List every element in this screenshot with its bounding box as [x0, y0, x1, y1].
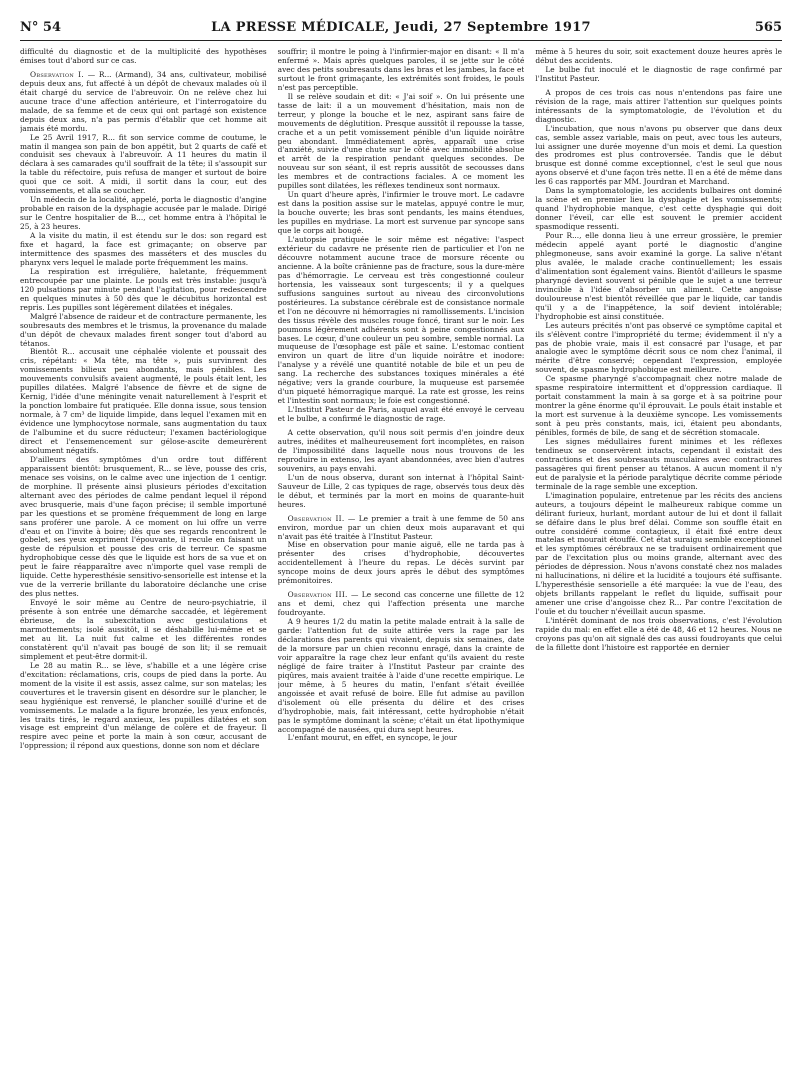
text-column-right	[535, 48, 782, 1074]
paragraph	[278, 406, 525, 424]
paragraph	[535, 66, 782, 84]
paragraph	[535, 48, 782, 66]
paragraph	[535, 438, 782, 492]
paragraph-text: Un médecin de la localité, appelé, porta le diagnostic d'angine probable en raison de la dysphagie accusée par le malade. Dirigé sur le Centre hospitalier de B..., cet homme entra à l'hôpital le 25, à 23 heures.	[20, 195, 267, 232]
paragraph-text: A la visite du matin, il est étendu sur le dos: son regard est fixe et hagard, la face est grimaçante; on observe par intermittence des spasmes des masséters et des muscles du pharynx vers lequel le malade porte fréquemment les mains.	[20, 231, 267, 267]
paragraph	[278, 591, 525, 618]
paragraph	[20, 599, 267, 662]
paragraph-text: — Le premier a trait à une femme de 50 ans environ, mordue par un chien deux mois auparavant et qui n'avait pas été traitée à l'Institut Pasteur.	[277, 513, 525, 541]
paragraph-text: La respiration est irrégulière, haletante, fréquemment entrecoupée par une plainte. Le pouls est très instable: jusqu'à 120 pulsations par minute pendant l'agitation, pour redescendre en quelques minutes à 50 dès que le décubitus horizontal est repris. Les pupilles sont légèrement dilatées et inégales.	[20, 266, 267, 312]
paragraph	[278, 618, 525, 734]
paragraph-text: L'un de nous observa, durant son internat à l'hôpital Saint-Sauveur de Lille, 2 cas typiques de rage, observés tous deux dès le début, et terminés par la mort en moins de quarante-huit heures.	[277, 472, 525, 509]
paragraph	[20, 313, 267, 349]
paragraph	[278, 474, 525, 510]
paragraph	[535, 232, 782, 322]
article-body	[20, 48, 782, 1074]
paragraph-text: L'imagination populaire, entretenue par les récits des anciens auteurs, a toujours dépeint le malheureux rabique comme un délirant furieux, hurlant, mordant autour de lui et dont il fallait se défaire dans le plus bref délai. Comme son souffle était en outre considéré comme contagieux, il était fixé entre deux matelas et mourait étouffé. Cet état suraigu semble exceptionnel et les symptômes cérébraux ne se traduisent ordinairement que par de l'excitation plus ou moins grande, alternant avec des périodes de dépression. Nous n'avons constaté chez nos malades ni hallucinations, ni délire et la lucidité a toujours été suffisante. L'hyperesthésie sensorielle a été marquée: la vue de l'eau, des objets brillants rappelant le reflet du liquide, suffisait pour amener une crise d'angoisse chez R... Par contre l'excitation de l'ouïe et du toucher n'éveillait aucun spasme.	[535, 490, 783, 617]
journal-title: LA PRESSE MÉDICALE, Jeudi, 27 Septembre 1917	[211, 20, 591, 35]
paragraph-text: L'incubation, que nous n'avons pu observer que dans deux cas, semble assez variable, mais on peut, avec tous les auteurs, lui assigner une durée moyenne d'un mois et demi. La question des prodromes est plus controversée. Tandis que le début brusque est donné comme exceptionnel, c'est le seul que nous ayons observé et d'une façon très nette. Il en a été de même dans les 6 cas rapportés par MM. Jourdran et Marchand.	[535, 123, 783, 187]
paragraph	[20, 348, 267, 455]
paragraph-text: L'Institut Pasteur de Paris, auquel avait été envoyé le cerveau et le bulbe, a confirmé le diagnostic de rage.	[277, 405, 525, 424]
paragraph-text: même à 5 heures du soir, soit exactement douze heures après le début des accidents.	[535, 48, 783, 65]
paragraph	[278, 191, 525, 236]
paragraph	[20, 71, 267, 134]
paragraph-text: Dans la symptomatologie, les accidents bulbaires ont dominé la scène et en premier lieu la dysphagie et les vomissements; quand l'hydrophobie manque, c'est cette dysphagie qui doit donner l'éveil, car elle est souvent le premier accident spasmodique ressenti.	[535, 186, 783, 232]
paragraph	[278, 93, 525, 191]
observation-heading: Observation III.	[287, 590, 348, 600]
observation-heading: Observation I.	[30, 69, 85, 79]
observation-heading: Observation II.	[287, 513, 345, 523]
paragraph	[278, 734, 525, 743]
paragraph-text: Malgré l'absence de raideur et de contracture permanente, les soubresauts des membres et le trismus, la provenance du malade d'un dépôt de chevaux malades firent songer tout d'abord au tétanos.	[20, 311, 267, 348]
paragraph	[278, 515, 525, 542]
paragraph	[278, 236, 525, 406]
paragraph-text: Pour R..., elle donna lieu à une erreur grossière, le premier médecin appelé ayant porté le diagnostic d'angine phlegmoneuse, sans avoir examiné la gorge. La salive n'étant plus avalée, le malade crache continuellement; les essais d'alimentation sont également vains. Bientôt d'ailleurs le spasme pharyngé devient souvent si pénible que le sujet a une terreur invincible à l'idée d'absorber un aliment. Cette angoisse douloureuse n'est bientôt réveillée que par le liquide, car tandis qu'il y a de l'inappétence, la soif devient intolérable; l'hydrophobie est ainsi constituée.	[535, 231, 783, 321]
paragraph	[278, 48, 525, 93]
paragraph	[20, 662, 267, 752]
paragraph	[278, 429, 525, 474]
paragraph-text: Les auteurs précités n'ont pas observé ce symptôme capital et ils s'élèvent contre l'impropriété du terme; évidemment il n'y a pas de phobie vraie, mais il est consacré par l'usage, et par analogie avec le symptôme décrit sous ce nom chez l'animal, il mérite d'être conservé; cependant l'expression, employée souvent, de spasme hydrophobique est meilleure.	[535, 320, 783, 375]
text-column-middle	[278, 48, 525, 1074]
paragraph-text: Le 28 au matin R... se lève, s'habille et a une légère crise d'excitation: réclamations, cris, coups de pied dans la porte. Au moment de la visite il est assis, assez calme, sur son matelas; les couvertures et le traversin gisent en désordre sur le plancher, le seau hygiénique est renversé, le plancher souillé d'urine et de vomissements. Le malade a la figure bronzée, les yeux enfoncés, les traits tirés, le regard anxieux, les pupilles dilatées et son visage est empreint d'un mélange de colère et de frayeur. Il respire avec peine et porte la main à son cœur, accusant de l'oppression; il répond aux questions, donne son nom et déclare	[20, 660, 267, 751]
paragraph	[535, 375, 782, 438]
paragraph	[20, 456, 267, 599]
paragraph-text: A propos de ces trois cas nous n'entendons pas faire une révision de la rage, mais attirer l'attention sur quelques points intéressants de la symptomatologie, de l'évolution et du diagnostic.	[535, 87, 783, 124]
paragraph-text: Un quart d'heure après, l'infirmier le trouve mort. Le cadavre est dans la position assise sur le matelas, appuyé contre le mur, la bouche ouverte; les bras sont pendants, les mains étendues, les pupilles en mydriase. La mort est survenue par syncope sans que le corps ait bougé.	[277, 190, 525, 236]
paragraph-text: Ce spasme pharyngé s'accompagnait chez notre malade de spasme respiratoire intermittent et d'oppression cardiaque. Il portait constamment la main à sa gorge et à sa poitrine pour montrer la gêne énorme qu'il éprouvait. Le pouls était instable et la mort est survenue à la deuxième syncope. Les vomissements sont à peu près constants, mais, ici, étaient peu abondants, pénibles, formés de bile, de sang et de sécrétion stomacale.	[535, 374, 783, 438]
paragraph-text: A 9 heures 1/2 du matin la petite malade entrait à la salle de garde: l'attention fut de suite attirée vers la rage par les déclarations des parents qui vivaient, depuis six semaines, date de la morsure par un chien reconnu enragé, dans la crainte de voir apparaître la rage chez leur enfant qu'ils avaient du reste négligé de faire traiter à l'Institut Pasteur par crainte des piqûres, mais avaient traitée à l'aide d'une recette empirique. Le jour même, à 5 heures du matin, l'enfant s'était éveillée angoissée et avait refusé de boire. Elle fut admise au pavillon d'isolement où elle présenta du délire et des crises d'hydrophobie, mais, fait intéressant, cette hydrophobie n'était pas le symptôme dominant la scène; c'était un état lipothymique accompagné de nausées, qui dura sept heures.	[277, 617, 525, 734]
page-number: 565	[754, 20, 782, 35]
paragraph-text: L'intérêt dominant de nos trois observations, c'est l'évolution rapide du mal: en effet elle a été de 48, 46 et 12 heures. Nous ne croyons pas qu'on ait signalé des cas aussi foudroyants que celui de la fillette dont l'histoire est rapportée en dernier	[535, 616, 783, 652]
paragraph	[20, 134, 267, 197]
paragraph	[535, 492, 782, 617]
paragraph-text: Le 25 Avril 1917, R... fit son service comme de coutume, le matin il mangea son pain de bon appétit, but 2 quarts de café et conduisit ses chevaux à l'abreuvoir. A 11 heures du matin il déclara à ses camarades qu'il souffrait de la tête; il s'assoupit sur la table du réfectoire, puis refusa de manger et surtout de boire quoi que ce soit. A midi, il sortit dans la cour, eut des vomissements, et alla se coucher.	[20, 132, 267, 196]
paragraph	[535, 125, 782, 188]
paragraph-text: Les signes médullaires furent minimes et les réflexes tendineux se conservèrent intacts, cependant il existait des contractions et des soubresauts musculaires avec contractures passagères qui firent penser au tétanos. A aucun moment il n'y eut de paralysie et la période paralytique décrite comme période terminale de la rage semble une exception.	[535, 436, 783, 491]
paragraph	[535, 322, 782, 376]
paragraph	[20, 268, 267, 313]
paragraph	[535, 187, 782, 232]
page-header	[20, 18, 782, 41]
paragraph-text: Il se relève soudain et dit: « J'ai soif ». On lui présente une tasse de lait: il a un mouvement d'hésitation, mais non de terreur, y plonge la bouche et le nez, aspirant sans faire de mouvements de déglutition. Presque aussitôt il repousse la tasse, crache et a un petit vomissement pénible d'un liquide noirâtre peu abondant. Immédiatement après, apparaît une crise d'anxiété, suivie d'une chute sur le côté avec immobilité absolue et arrêt de la respiration pendant quelques secondes. De nouveau sur son séant, il est repris aussitôt de secousses dans les membres et de contractions faciales. A ce moment les pupilles sont dilatées, les réflexes tendineux sont normaux.	[277, 91, 525, 191]
paragraph-text: — Le second cas concerne une fillette de 12 ans et demi, chez qui l'affection présenta une marche foudroyante.	[277, 590, 525, 618]
paragraph-text: Bientôt R... accusait une céphalée violente et poussait des cris, répétant: « Ma tête, ma tête », puis survinrent des vomissements bilieux peu abondants, mais pénibles. Les mouvements convulsifs avaient augmenté, le pouls était lent, les pupilles dilatées. Malgré l'absence de fièvre et de signe de Kernig, l'idée d'une méningite venait naturellement à l'esprit et la ponction lombaire fut pratiquée. Elle donna issue, sous tension normale, à 7 cm³ de liquide limpide, dans lequel l'examen mit en évidence une lymphocytose normale, sans augmentation du taux de l'albumine et du sucre réducteur; l'examen bactériologique direct et l'ensemencement sur gélose-ascite demeurèrent absolument négatifs.	[20, 347, 267, 455]
paragraph	[278, 541, 525, 586]
paragraph	[20, 232, 267, 268]
paragraph-text: D'ailleurs des symptômes d'un ordre tout différent apparaissent bientôt: brusquement, R... se lève, pousse des cris, menace ses voisins, on le calme avec une injection de 1 centigr. de morphine. Il présente ainsi plusieurs périodes d'excitation alternant avec des périodes de calme pendant lequel il répond avec brusquerie, mais d'une façon précise; il semble importuné par les questions et se promène fréquemment de long en large sans proférer une parole. A ce moment on lui offre un verre d'eau et on l'invite à boire; dès que ses regards rencontrent le gobelet, ses yeux expriment l'épouvante, il recule en faisant un geste de répulsion et pousse des cris de terreur. Ce spasme hydrophobique cesse dès que le liquide est hors de sa vue et on peut le faire réapparaître avec n'importe quel vase rempli de liquide. Cette hyperesthésie sensitivo-sensorielle est intense et la vue de la verrerie brillante du laboratoire déclanche une crise des plus nettes.	[20, 454, 267, 599]
paragraph-text: — R... (Armand), 34 ans, cultivateur, mobilisé depuis deux ans, fut affecté à un dépôt de chevaux malades où il était chargé du service de l'abreuvoir. On ne relève chez lui aucune trace d'une affection antérieure, et l'interrogatoire du malade, de sa femme et de ceux qui ont partagé son existence depuis deux ans, n'a pas permis d'établir que cet homme ait jamais été mordu.	[20, 69, 267, 133]
text-column-left	[20, 48, 267, 1074]
paragraph	[20, 196, 267, 232]
paragraph-text: Mise en observation pour manie aiguë, elle ne tarda pas à présenter des crises d'hydrophobie, découvertes accidentellement à l'heure du repas. Le décès survint par syncope moins de deux jours après le début des symptômes prémonitoires.	[277, 540, 525, 586]
paragraph-text: A cette observation, qu'il nous soit permis d'en joindre deux autres, inédites et malheureusement fort incomplètes, en raison de l'impossibilité dans laquelle nous nous trouvons de les reproduire in extenso, les ayant abandonnées, avec bien d'autres souvenirs, au pays envahi.	[277, 428, 525, 473]
paragraph	[535, 617, 782, 653]
paragraph	[20, 48, 267, 66]
issue-number: N° 54	[20, 20, 61, 35]
paragraph	[535, 89, 782, 125]
paragraph-text: L'autopsie pratiquée le soir même est négative: l'aspect extérieur du cadavre ne présente rien de particulier et l'on ne découvre notamment aucune trace de morsure récente ou ancienne. A la boîte crânienne pas de fracture, sous la dure-mère pas d'hémorragie. Le cerveau est très congestionné couleur hortensia, les vaisseaux sont turgescents; il y a quelques suffusions sanguines surtout au niveau des circonvolutions postérieures. La substance cérébrale est de consistance normale et l'on ne découvre ni hémorragies ni ramollissements. L'incision des tissus révèle des muscles rouge foncé, tirant sur le noir. Les poumons légèrement adhérents sont à peine congestionnés aux bases. Le cœur, d'une couleur un peu sombre, semble normal. La muqueuse de l'œsophage est pâle et saine. L'estomac contient environ un quart de litre d'un liquide noirâtre et inodore: l'analyse y a révélé une quantité notable de bile et un peu de sang. La recherche des substances toxiques minérales a été négative; vers la grande courbure, la muqueuse est parsemée d'un piqueté hémorragique marqué. La rate est grosse, les reins et l'intestin sont normaux; le foie est congestionné.	[277, 235, 525, 406]
paragraph-text: L'enfant mourut, en effet, en syncope, le jour	[287, 733, 458, 743]
paragraph-text: Le bulbe fut inoculé et le diagnostic de rage confirmé par l'Institut Pasteur.	[535, 64, 783, 83]
paragraph-text: Envoyé le soir même au Centre de neuro-psychiatrie, il présente à son entrée une démarche saccadée, et légèrement ébrieuse, de la subexcitation avec gesticulations et marmottements; isolé aussitôt, il se déshabille lui-même et se met au lit. La nuit fut calme et les différentes rondes constatèrent qu'il n'avait pas bougé de son lit; il se remuait simplement et peut-être dormit-il.	[20, 598, 267, 661]
paragraph-text: souffrir; il montre le poing à l'infirmier-major en disant: « Il m'a enfermé ». Mais après quelques paroles, il se jette sur le côté avec des petits soubresauts dans les bras et les jambes, la face et surtout le front grimaçante, les extrémités sont froides, le pouls n'est pas perceptible.	[277, 48, 525, 92]
paragraph-text: difficulté du diagnostic et de la multiplicité des hypothèses émises tout d'abord sur ce cas.	[20, 48, 267, 65]
